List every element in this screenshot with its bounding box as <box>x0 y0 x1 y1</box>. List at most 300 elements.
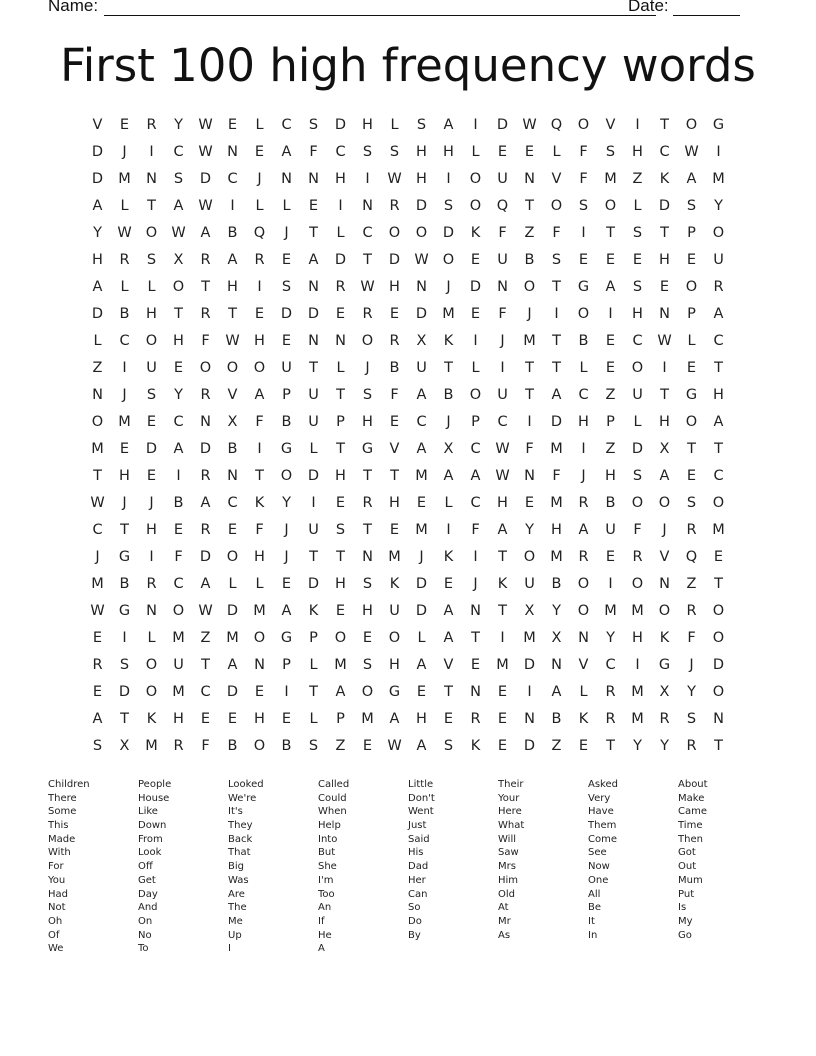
grid-letter[interactable]: R <box>146 575 157 592</box>
grid-letter[interactable]: J <box>419 548 424 565</box>
grid-letter[interactable]: R <box>605 710 616 727</box>
grid-letter[interactable]: L <box>633 197 642 214</box>
grid-letter[interactable]: D <box>280 305 293 322</box>
grid-letter[interactable]: T <box>363 467 372 484</box>
grid-letter[interactable]: D <box>91 143 104 160</box>
grid-letter[interactable]: O <box>685 116 698 133</box>
grid-letter[interactable]: Z <box>686 575 697 592</box>
grid-letter[interactable]: I <box>230 197 235 214</box>
grid-letter[interactable]: T <box>552 359 561 376</box>
grid-letter[interactable]: N <box>659 305 670 322</box>
grid-letter[interactable]: Z <box>200 629 211 646</box>
grid-letter[interactable]: B <box>551 575 562 592</box>
grid-letter[interactable]: I <box>176 467 181 484</box>
grid-letter[interactable]: T <box>444 683 453 700</box>
grid-letter[interactable]: T <box>606 224 615 241</box>
grid-letter[interactable]: N <box>470 683 481 700</box>
grid-letter[interactable]: R <box>254 251 265 268</box>
grid-letter[interactable]: M <box>631 683 644 700</box>
grid-letter[interactable]: E <box>335 305 346 322</box>
grid-letter[interactable]: M <box>631 710 644 727</box>
grid-letter[interactable]: I <box>716 143 721 160</box>
grid-letter[interactable]: S <box>92 737 103 754</box>
grid-letter[interactable]: A <box>227 656 238 673</box>
grid-letter[interactable]: N <box>362 548 373 565</box>
grid-letter[interactable]: B <box>227 737 238 754</box>
grid-letter[interactable]: W <box>198 116 213 133</box>
grid-letter[interactable]: O <box>172 602 185 619</box>
grid-letter[interactable]: J <box>527 305 532 322</box>
grid-letter[interactable]: I <box>473 116 478 133</box>
grid-letter[interactable]: E <box>281 332 292 349</box>
grid-letter[interactable]: Y <box>525 521 534 538</box>
grid-letter[interactable]: A <box>578 521 589 538</box>
grid-letter[interactable]: G <box>685 386 698 403</box>
grid-letter[interactable]: E <box>254 683 265 700</box>
grid-letter[interactable]: O <box>199 359 212 376</box>
grid-letter[interactable]: T <box>363 521 372 538</box>
grid-letter[interactable]: A <box>254 386 265 403</box>
grid-letter[interactable]: R <box>119 251 130 268</box>
grid-letter[interactable]: L <box>309 440 318 457</box>
grid-letter[interactable]: N <box>362 197 373 214</box>
grid-letter[interactable]: L <box>336 359 345 376</box>
grid-letter[interactable]: A <box>443 602 454 619</box>
grid-letter[interactable]: E <box>497 737 508 754</box>
grid-letter[interactable]: T <box>201 278 210 295</box>
grid-letter[interactable]: S <box>389 143 400 160</box>
grid-letter[interactable]: C <box>227 494 238 511</box>
grid-letter[interactable]: J <box>284 224 289 241</box>
grid-letter[interactable]: S <box>281 278 292 295</box>
grid-letter[interactable]: N <box>200 413 211 430</box>
grid-letter[interactable]: C <box>335 143 346 160</box>
grid-letter[interactable]: G <box>577 278 590 295</box>
grid-letter[interactable]: E <box>416 683 427 700</box>
grid-letter[interactable]: T <box>174 305 183 322</box>
grid-letter[interactable]: M <box>334 656 347 673</box>
grid-letter[interactable]: M <box>172 629 185 646</box>
grid-letter[interactable]: O <box>577 305 590 322</box>
grid-letter[interactable]: R <box>146 116 157 133</box>
grid-letter[interactable]: T <box>255 467 264 484</box>
grid-letter[interactable]: A <box>416 386 427 403</box>
grid-letter[interactable]: H <box>416 710 427 727</box>
grid-letter[interactable]: U <box>605 521 616 538</box>
grid-letter[interactable]: K <box>470 737 481 754</box>
grid-letter[interactable]: H <box>713 386 724 403</box>
date-field[interactable] <box>673 15 740 16</box>
grid-letter[interactable]: C <box>713 467 724 484</box>
grid-letter[interactable]: B <box>389 359 400 376</box>
grid-letter[interactable]: I <box>446 521 451 538</box>
grid-letter[interactable]: I <box>338 197 343 214</box>
grid-letter[interactable]: U <box>497 386 508 403</box>
grid-letter[interactable]: W <box>414 251 429 268</box>
grid-letter[interactable]: E <box>281 710 292 727</box>
grid-letter[interactable]: T <box>309 683 318 700</box>
grid-letter[interactable]: B <box>524 251 535 268</box>
grid-letter[interactable]: X <box>119 737 130 754</box>
grid-letter[interactable]: H <box>389 656 400 673</box>
grid-letter[interactable]: I <box>662 359 667 376</box>
grid-letter[interactable]: E <box>335 494 346 511</box>
grid-letter[interactable]: G <box>118 602 131 619</box>
grid-letter[interactable]: V <box>659 548 670 565</box>
grid-letter[interactable]: R <box>173 737 184 754</box>
grid-letter[interactable]: H <box>362 116 373 133</box>
grid-letter[interactable]: B <box>578 332 589 349</box>
grid-letter[interactable]: S <box>362 386 373 403</box>
grid-letter[interactable]: O <box>469 197 482 214</box>
grid-letter[interactable]: E <box>281 575 292 592</box>
grid-letter[interactable]: D <box>442 224 455 241</box>
grid-letter[interactable]: H <box>173 710 184 727</box>
grid-letter[interactable]: E <box>227 116 238 133</box>
grid-letter[interactable]: C <box>632 332 643 349</box>
grid-letter[interactable]: F <box>471 521 480 538</box>
grid-letter[interactable]: I <box>581 440 586 457</box>
grid-letter[interactable]: L <box>309 710 318 727</box>
grid-letter[interactable]: A <box>443 629 454 646</box>
grid-letter[interactable]: X <box>173 251 184 268</box>
grid-letter[interactable]: O <box>469 386 482 403</box>
grid-letter[interactable]: E <box>335 602 346 619</box>
grid-letter[interactable]: A <box>308 251 319 268</box>
grid-letter[interactable]: M <box>388 548 401 565</box>
grid-letter[interactable]: X <box>416 332 427 349</box>
grid-letter[interactable]: F <box>525 440 534 457</box>
grid-letter[interactable]: T <box>714 737 723 754</box>
grid-letter[interactable]: T <box>660 224 669 241</box>
grid-letter[interactable]: A <box>200 575 211 592</box>
grid-letter[interactable]: N <box>713 710 724 727</box>
grid-letter[interactable]: O <box>631 494 644 511</box>
grid-letter[interactable]: D <box>226 683 239 700</box>
grid-letter[interactable]: E <box>524 494 535 511</box>
grid-letter[interactable]: J <box>581 467 586 484</box>
grid-letter[interactable]: L <box>255 197 264 214</box>
grid-letter[interactable]: O <box>712 602 725 619</box>
grid-letter[interactable]: M <box>550 494 563 511</box>
grid-letter[interactable]: M <box>712 170 725 187</box>
grid-letter[interactable]: N <box>146 602 157 619</box>
grid-letter[interactable]: N <box>227 467 238 484</box>
grid-letter[interactable]: U <box>308 521 319 538</box>
grid-letter[interactable]: Z <box>632 170 643 187</box>
grid-letter[interactable]: A <box>389 710 400 727</box>
grid-letter[interactable]: E <box>173 359 184 376</box>
grid-letter[interactable]: O <box>604 197 617 214</box>
grid-letter[interactable]: N <box>308 170 319 187</box>
grid-letter[interactable]: T <box>336 440 345 457</box>
grid-letter[interactable]: J <box>689 656 694 673</box>
grid-letter[interactable]: W <box>90 602 105 619</box>
grid-letter[interactable]: I <box>527 683 532 700</box>
grid-letter[interactable]: D <box>550 413 563 430</box>
grid-letter[interactable]: E <box>254 143 265 160</box>
grid-letter[interactable]: W <box>495 440 510 457</box>
grid-letter[interactable]: R <box>389 332 400 349</box>
grid-letter[interactable]: A <box>497 521 508 538</box>
grid-letter[interactable]: O <box>631 575 644 592</box>
grid-letter[interactable]: H <box>389 494 400 511</box>
grid-letter[interactable]: K <box>497 575 508 592</box>
grid-letter[interactable]: E <box>227 710 238 727</box>
grid-letter[interactable]: N <box>470 602 481 619</box>
grid-letter[interactable]: D <box>469 278 482 295</box>
grid-letter[interactable]: M <box>91 440 104 457</box>
grid-letter[interactable]: E <box>497 683 508 700</box>
grid-letter[interactable]: A <box>686 170 697 187</box>
grid-letter[interactable]: F <box>633 521 642 538</box>
grid-letter[interactable]: K <box>659 629 670 646</box>
grid-letter[interactable]: O <box>145 683 158 700</box>
grid-letter[interactable]: L <box>228 575 237 592</box>
grid-letter[interactable]: I <box>311 494 316 511</box>
grid-letter[interactable]: B <box>227 224 238 241</box>
grid-letter[interactable]: X <box>524 602 535 619</box>
grid-letter[interactable]: A <box>551 683 562 700</box>
grid-letter[interactable]: U <box>416 359 427 376</box>
grid-letter[interactable]: R <box>200 467 211 484</box>
grid-letter[interactable]: V <box>92 116 103 133</box>
grid-letter[interactable]: E <box>713 548 724 565</box>
grid-letter[interactable]: R <box>389 197 400 214</box>
grid-letter[interactable]: L <box>255 575 264 592</box>
grid-letter[interactable]: M <box>415 521 428 538</box>
grid-letter[interactable]: M <box>145 737 158 754</box>
grid-letter[interactable]: E <box>605 548 616 565</box>
grid-letter[interactable]: V <box>578 656 589 673</box>
grid-letter[interactable]: L <box>552 143 561 160</box>
grid-letter[interactable]: U <box>713 251 724 268</box>
grid-letter[interactable]: N <box>551 656 562 673</box>
grid-letter[interactable]: H <box>146 521 157 538</box>
grid-letter[interactable]: D <box>226 602 239 619</box>
grid-letter[interactable]: A <box>551 386 562 403</box>
grid-letter[interactable]: D <box>712 656 725 673</box>
grid-letter[interactable]: X <box>659 440 670 457</box>
grid-letter[interactable]: J <box>446 278 451 295</box>
grid-letter[interactable]: X <box>443 440 454 457</box>
grid-letter[interactable]: I <box>257 440 262 457</box>
grid-letter[interactable]: J <box>365 359 370 376</box>
grid-letter[interactable]: D <box>523 737 536 754</box>
grid-letter[interactable]: H <box>443 143 454 160</box>
grid-letter[interactable]: I <box>473 332 478 349</box>
grid-letter[interactable]: T <box>498 548 507 565</box>
grid-letter[interactable]: S <box>416 116 427 133</box>
grid-letter[interactable]: E <box>578 737 589 754</box>
grid-letter[interactable]: B <box>119 575 130 592</box>
grid-letter[interactable]: N <box>227 143 238 160</box>
grid-letter[interactable]: D <box>496 116 509 133</box>
grid-letter[interactable]: U <box>308 413 319 430</box>
grid-letter[interactable]: I <box>554 305 559 322</box>
grid-letter[interactable]: Y <box>714 197 723 214</box>
grid-letter[interactable]: R <box>200 386 211 403</box>
grid-letter[interactable]: S <box>578 197 589 214</box>
grid-letter[interactable]: K <box>254 494 265 511</box>
grid-letter[interactable]: A <box>173 197 184 214</box>
grid-letter[interactable]: O <box>712 629 725 646</box>
grid-letter[interactable]: X <box>551 629 562 646</box>
grid-letter[interactable]: X <box>227 413 238 430</box>
grid-letter[interactable]: Y <box>552 602 561 619</box>
grid-letter[interactable]: E <box>686 251 697 268</box>
grid-letter[interactable]: S <box>362 143 373 160</box>
grid-letter[interactable]: L <box>147 278 156 295</box>
grid-letter[interactable]: I <box>500 629 505 646</box>
grid-letter[interactable]: O <box>388 224 401 241</box>
grid-letter[interactable]: G <box>361 440 374 457</box>
grid-letter[interactable]: Z <box>92 359 103 376</box>
grid-letter[interactable]: T <box>471 629 480 646</box>
grid-letter[interactable]: K <box>470 224 481 241</box>
grid-letter[interactable]: D <box>415 602 428 619</box>
grid-letter[interactable]: P <box>336 710 345 727</box>
grid-letter[interactable]: P <box>282 386 291 403</box>
grid-letter[interactable]: H <box>254 332 265 349</box>
grid-letter[interactable]: O <box>685 278 698 295</box>
grid-letter[interactable]: K <box>389 575 400 592</box>
grid-letter[interactable]: O <box>172 278 185 295</box>
grid-letter[interactable]: P <box>309 629 318 646</box>
grid-letter[interactable]: N <box>335 332 346 349</box>
grid-letter[interactable]: U <box>146 359 157 376</box>
grid-letter[interactable]: E <box>686 359 697 376</box>
grid-letter[interactable]: B <box>173 494 184 511</box>
grid-letter[interactable]: O <box>361 332 374 349</box>
grid-letter[interactable]: L <box>471 143 480 160</box>
grid-letter[interactable]: W <box>360 278 375 295</box>
grid-letter[interactable]: W <box>117 224 132 241</box>
grid-letter[interactable]: O <box>712 683 725 700</box>
grid-letter[interactable]: E <box>92 683 103 700</box>
grid-letter[interactable]: A <box>713 305 724 322</box>
grid-letter[interactable]: T <box>498 602 507 619</box>
grid-letter[interactable]: O <box>550 197 563 214</box>
grid-letter[interactable]: H <box>362 602 373 619</box>
grid-letter[interactable]: U <box>173 656 184 673</box>
grid-letter[interactable]: I <box>284 683 289 700</box>
grid-letter[interactable]: H <box>605 467 616 484</box>
grid-letter[interactable]: Q <box>496 197 509 214</box>
grid-letter[interactable]: T <box>228 305 237 322</box>
grid-letter[interactable]: A <box>416 440 427 457</box>
grid-letter[interactable]: I <box>149 548 154 565</box>
grid-letter[interactable]: M <box>118 413 131 430</box>
grid-letter[interactable]: H <box>389 278 400 295</box>
grid-letter[interactable]: Q <box>253 224 266 241</box>
grid-letter[interactable]: C <box>362 224 373 241</box>
grid-letter[interactable]: N <box>578 629 589 646</box>
grid-letter[interactable]: Q <box>685 548 698 565</box>
grid-letter[interactable]: C <box>119 332 130 349</box>
grid-letter[interactable]: I <box>446 170 451 187</box>
grid-letter[interactable]: S <box>146 386 157 403</box>
grid-letter[interactable]: O <box>577 116 590 133</box>
grid-letter[interactable]: G <box>118 548 131 565</box>
grid-letter[interactable]: N <box>308 278 319 295</box>
grid-letter[interactable]: K <box>443 332 454 349</box>
grid-letter[interactable]: A <box>92 197 103 214</box>
grid-letter[interactable]: V <box>389 440 400 457</box>
grid-letter[interactable]: T <box>120 521 129 538</box>
grid-letter[interactable]: M <box>712 521 725 538</box>
grid-letter[interactable]: H <box>632 143 643 160</box>
grid-letter[interactable]: I <box>608 305 613 322</box>
grid-letter[interactable]: N <box>524 467 535 484</box>
grid-letter[interactable]: E <box>254 305 265 322</box>
grid-letter[interactable]: C <box>470 494 481 511</box>
grid-letter[interactable]: Y <box>687 683 696 700</box>
grid-letter[interactable]: F <box>552 467 561 484</box>
grid-letter[interactable]: Z <box>335 737 346 754</box>
grid-letter[interactable]: B <box>281 737 292 754</box>
grid-letter[interactable]: M <box>442 305 455 322</box>
grid-letter[interactable]: O <box>253 737 266 754</box>
grid-letter[interactable]: F <box>687 629 696 646</box>
grid-letter[interactable]: T <box>660 386 669 403</box>
grid-letter[interactable]: H <box>632 629 643 646</box>
grid-letter[interactable]: O <box>712 494 725 511</box>
grid-letter[interactable]: V <box>227 386 238 403</box>
grid-letter[interactable]: R <box>686 521 697 538</box>
grid-letter[interactable]: E <box>146 467 157 484</box>
grid-letter[interactable]: T <box>93 467 102 484</box>
grid-letter[interactable]: T <box>714 440 723 457</box>
grid-letter[interactable]: E <box>389 521 400 538</box>
grid-letter[interactable]: S <box>173 170 184 187</box>
grid-letter[interactable]: R <box>362 305 373 322</box>
grid-letter[interactable]: T <box>714 575 723 592</box>
grid-letter[interactable]: C <box>497 413 508 430</box>
grid-letter[interactable]: D <box>91 305 104 322</box>
grid-letter[interactable]: G <box>658 656 671 673</box>
grid-letter[interactable]: D <box>523 656 536 673</box>
grid-letter[interactable]: D <box>307 305 320 322</box>
grid-letter[interactable]: Z <box>605 386 616 403</box>
grid-letter[interactable]: G <box>280 629 293 646</box>
grid-letter[interactable]: J <box>122 494 127 511</box>
grid-letter[interactable]: A <box>227 251 238 268</box>
grid-letter[interactable]: A <box>92 278 103 295</box>
grid-letter[interactable]: T <box>552 332 561 349</box>
grid-letter[interactable]: A <box>281 602 292 619</box>
grid-letter[interactable]: U <box>308 386 319 403</box>
grid-letter[interactable]: D <box>145 440 158 457</box>
grid-letter[interactable]: I <box>122 359 127 376</box>
grid-letter[interactable]: B <box>281 413 292 430</box>
grid-letter[interactable]: T <box>525 359 534 376</box>
grid-letter[interactable]: T <box>687 440 696 457</box>
grid-letter[interactable]: W <box>198 143 213 160</box>
grid-letter[interactable]: L <box>471 359 480 376</box>
grid-letter[interactable]: E <box>362 737 373 754</box>
grid-letter[interactable]: K <box>659 170 670 187</box>
grid-letter[interactable]: S <box>308 116 319 133</box>
grid-letter[interactable]: O <box>226 548 239 565</box>
grid-letter[interactable]: W <box>90 494 105 511</box>
grid-letter[interactable]: L <box>93 332 102 349</box>
grid-letter[interactable]: O <box>91 413 104 430</box>
grid-letter[interactable]: E <box>416 494 427 511</box>
grid-letter[interactable]: H <box>632 305 643 322</box>
grid-letter[interactable]: F <box>390 386 399 403</box>
grid-letter[interactable]: F <box>201 737 210 754</box>
